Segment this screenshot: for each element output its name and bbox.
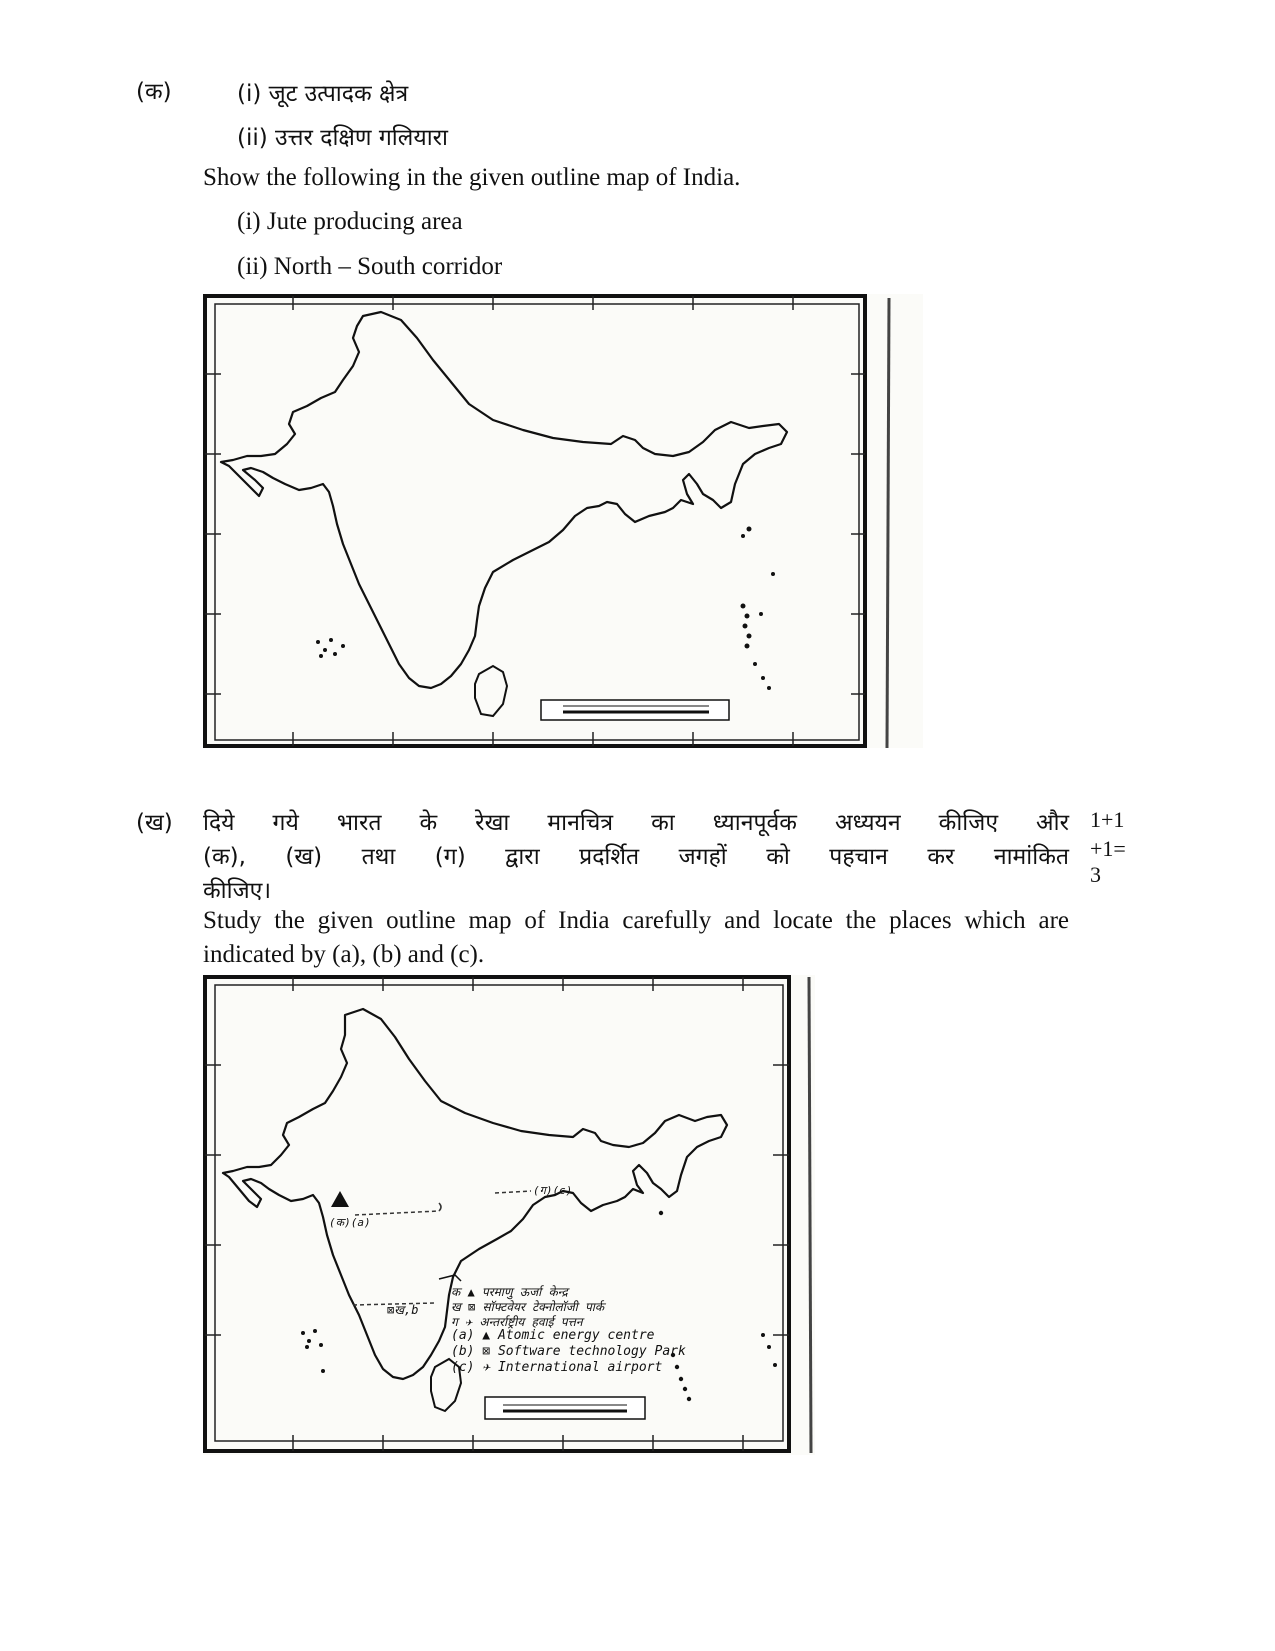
section-b-hindi-line-3: कीजिए। xyxy=(203,878,272,904)
marker-b-label: ⊠ख,b xyxy=(387,1303,419,1317)
question-item-1-hindi: (i) जूट उत्पादक क्षेत्र xyxy=(237,81,409,107)
section-b-english-line-2: indicated by (a), (b) and (c). xyxy=(203,941,485,968)
marker-c-label: (ग)(c) xyxy=(533,1184,573,1197)
section-b-hindi-line-2: (क), (ख) तथा (ग) द्वारा प्रदर्शित जगहों को पहचान कर नामांकित xyxy=(203,844,1069,870)
question-item-2-hindi: (ii) उत्तर दक्षिण गलियारा xyxy=(237,125,449,151)
legend-english-2: (b) ⊠ Software technology Park xyxy=(451,1344,686,1359)
marks-line-3: 3 xyxy=(1090,862,1101,887)
legend-english-3: (c) ✈ International airport xyxy=(451,1360,663,1375)
question-item-2-english: (ii) North – South corridor xyxy=(237,253,503,280)
marks-line-2: +1= xyxy=(1090,836,1126,861)
legend-english-1: (a) ▲ Atomic energy centre xyxy=(451,1328,655,1343)
question-item-1-english: (i) Jute producing area xyxy=(237,208,463,235)
legend-hindi-2: ख ⊠ सॉफ्टवेयर टेक्नोलॉजी पार्क xyxy=(451,1300,605,1314)
map-1-drawing xyxy=(203,294,923,748)
marker-a-label: (क)(a) xyxy=(329,1216,371,1229)
section-b-hindi-line-1: दिये गये भारत के रेखा मानचित्र का ध्यानपूर्वक अध्ययन कीजिए और xyxy=(203,810,1069,836)
legend-hindi-1: क ▲ परमाणु ऊर्जा केन्द्र xyxy=(451,1285,568,1299)
legend-hindi-3: ग ✈ अन्तर्राष्ट्रीय हवाई पत्तन xyxy=(451,1315,583,1329)
section-a-label: (क) xyxy=(136,79,172,105)
instruction-english: Show the following in the given outline map of India. xyxy=(203,164,741,191)
india-outline-map-1 xyxy=(203,294,923,748)
marks-line-1: 1+1 xyxy=(1090,807,1125,832)
section-b-english-line-1: Study the given outline map of India carefully and locate the places which are xyxy=(203,907,1069,934)
section-b-label: (ख) xyxy=(136,810,173,836)
india-outline-map-2 xyxy=(203,975,815,1455)
map-2-drawing xyxy=(203,975,815,1455)
